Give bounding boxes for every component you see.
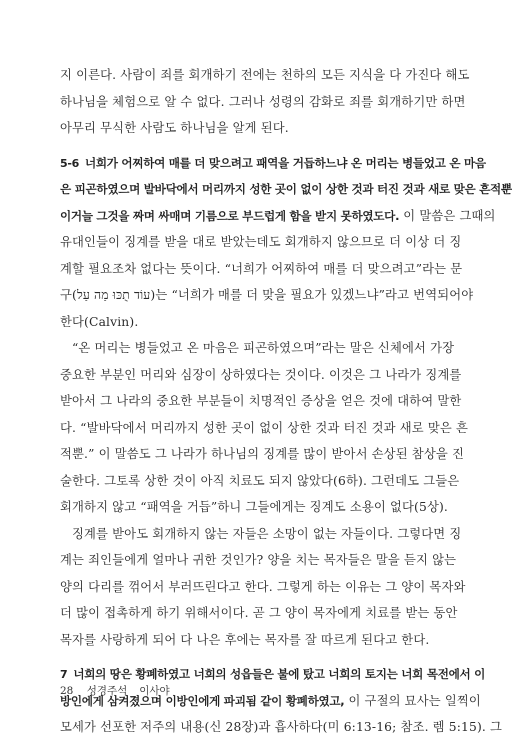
text-line: 더 많이 접촉하게 하기 위해서이다. 곧 그 양이 목자에게 치료를 받는 동안 [60,606,458,620]
page-number: 28 [60,685,74,697]
text-line: 유대인들이 징계를 받을 대로 받았는데도 회개하지 않으므로 더 이상 더 징 [60,235,462,249]
text-line: 중요한 부분인 머리와 심장이 상하였다는 것이다. 이것은 그 나라가 징계를 [60,367,462,382]
running-title: 성경주석 _ 이사야 [86,685,170,697]
text-line: “온 머리는 병들었고 온 마음은 피곤하였으며”라는 말은 신체에서 가장 [72,341,455,355]
text-line: 아무리 무식한 사람도 하나님을 알게 된다. [60,121,289,135]
verse-text-line: 은 피곤하였으며 발바닥에서 머리까지 성한 곳이 없이 상한 것과 터진 것과 새로 맞은 흔적뿐 [60,182,512,196]
text-line: 징계를 받아도 회개하지 않는 자들은 소망이 없는 자들이다. 그렇다면 징 [72,526,462,541]
verse-text: 너희의 땅은 황폐하였고 너희의 성읍들은 불에 탔고 너희의 토지는 너희 목전에서 이 [73,667,486,681]
text-line: 모세가 선포한 저주의 내용(신 28장)과 흡사하다(미 6:13-16; 참조. 렘 5:15). 그 [60,720,503,734]
text-line [60,203,496,230]
text-line: 술한다. 그토록 상한 것이 아직 치료도 되지 않았다(6하). 그런데도 그들은 [60,473,460,488]
text-line: 양의 다리를 꺾어서 부러뜨린다고 한다. 그렇게 하는 이유는 그 양이 목자와 [60,579,466,594]
text-line: 지 이른다. 사람이 죄를 회개하기 전에는 천하의 모든 지식을 다 가진다 해도 [60,68,470,82]
commentary-text: 이 구절의 묘사는 일찍이 [344,693,481,708]
text-line: 회개하지 않고 “패역을 거듭”하니 그들에게는 징계도 소용이 없다(5상). [60,500,448,514]
text-line: 하나님을 체험으로 알 수 없다. 그러나 성령의 감화로 죄를 회개하기만 하면 [60,94,466,109]
verse-number: 7 [60,668,68,681]
body-text [60,62,512,741]
verse-text: 이거늘 그것을 짜며 싸매며 기름으로 부드럽게 함을 받지 못하였도다. [60,208,400,223]
verse-text: 방인에게 삼켜졌으며 이방인에게 파괴됨 같이 황폐하였고, [60,693,345,708]
verse-text-line [60,150,486,177]
text-line: 목자를 사랑하게 되어 다 나은 후에는 목자를 잘 따르게 된다고 한다. [60,632,430,647]
commentary-text: 이 말씀은 그때의 [399,208,496,223]
text-line: 받아서 그 나라의 중요한 부분들이 치명적인 증상을 얻은 것에 대하여 말한 [60,394,462,408]
text-line: 한다(Calvin). [60,314,139,329]
text-line: 다. “발바닥에서 머리까지 성한 곳이 없이 상한 것과 터진 것과 새로 맞은 흔 [60,420,469,435]
text-line: 계할 필요조차 없다는 뜻이다. “너희가 어찌하여 매를 더 맞으려고”라는 문 [60,261,463,276]
page-footer [60,683,170,698]
text-line: 적뿐.” 이 말씀도 그 나라가 하나님의 징계를 많이 받아서 손상된 참상을 진 [60,447,464,461]
verse-number: 5-6 [60,156,79,170]
verse-text: 너희가 어찌하여 매를 더 맞으려고 패역을 거듭하느냐 온 머리는 병들었고 온 마음 [84,155,486,170]
text-line: 계는 죄인들에게 얼마나 귀한 것인가? 양을 치는 목자들은 말을 듣지 않는 [60,553,457,567]
text-line: 구(עוֹד תֻכּוּ מַה עַל)는 “너희가 매를 더 맞을 필요가 있겠느냐”라고 번역되어야 [60,288,474,302]
